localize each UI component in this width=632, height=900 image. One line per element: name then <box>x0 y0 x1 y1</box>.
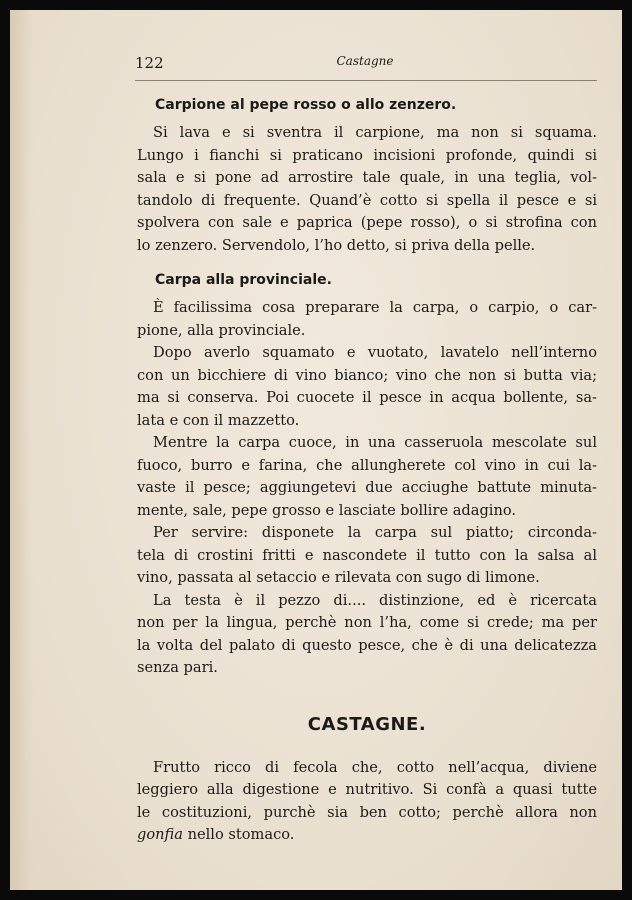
text-line: pione, alla provinciale. <box>137 321 306 339</box>
text-line: Si lava e si sventra il carpione, ma non si squama. <box>153 124 597 141</box>
text-line: fuoco, burro e farina, che allungherete col vino in cui la- <box>137 456 597 474</box>
paragraph <box>137 757 597 847</box>
book-page <box>10 10 622 890</box>
text-line: Per servire: disponete la carpa sul piatto; circonda- <box>153 524 597 541</box>
text-line: Lungo i fianchi si praticano incisioni profonde, quindi si <box>137 146 597 164</box>
text-line: le costituzioni, purchè sia ben cotto; perchè allora non <box>137 803 597 821</box>
text-line: la volta del palato di questo pesce, che è di una delicatezza <box>137 636 597 654</box>
text-line: tandolo di frequente. Quand’è cotto si spella il pesce e si <box>137 191 597 209</box>
text-line: lata e con il mazzetto. <box>137 411 300 429</box>
paragraph <box>137 590 597 680</box>
text-line: lo zenzero. Servendolo, l’ho detto, si priva della pelle. <box>137 236 536 254</box>
text-line: Frutto ricco di fecola che, cotto nell’acqua, diviene <box>153 758 597 776</box>
paragraph <box>137 522 597 590</box>
text-line: Dopo averlo squamato e vuotato, lavatelo nell’interno <box>153 344 597 361</box>
header-rule <box>135 80 597 81</box>
text-line: con un bicchiere di vino bianco; vino che non si butta via; <box>137 366 597 384</box>
text-line: senza pari. <box>137 659 218 676</box>
running-head: Castagne <box>336 54 394 68</box>
text-line: spolvera con sale e paprica (pepe rosso), o si strofina con <box>137 214 597 231</box>
section-title: Carpa alla provinciale. <box>155 272 332 288</box>
text-line: vino, passata al setaccio e rilevata con sugo di limone. <box>137 569 540 586</box>
page-content <box>137 94 597 847</box>
text-line: mente, sale, pepe grosso e lasciate bollire adagino. <box>137 501 517 519</box>
text-line: È facilissima cosa preparare la carpa, o carpio, o car- <box>153 299 597 316</box>
section-title: Carpione al pepe rosso o allo zenzero. <box>155 97 457 113</box>
paragraph <box>137 432 597 522</box>
text-fragment: nello stomaco. <box>182 826 295 843</box>
text-line: Mentre la carpa cuoce, in una casseruola mescolate sul <box>153 434 597 451</box>
text-line: tela di crostini fritti e nascondete il tutto con la salsa al <box>137 546 597 564</box>
text-line: sala e si pone ad arrostire tale quale, in una teglia, vol- <box>137 169 597 186</box>
text-line <box>137 824 597 847</box>
paragraph <box>137 342 597 432</box>
chapter-title: CASTAGNE. <box>307 713 427 735</box>
text-line: vaste il pesce; aggiungetevi due acciughe battute minuta- <box>137 479 597 496</box>
text-line: leggiero alla digestione e nutritivo. Si confà a quasi tutte <box>137 781 597 798</box>
paragraph <box>137 297 597 342</box>
paragraph <box>137 122 597 257</box>
text-line: non per la lingua, perchè non l’ha, come si crede; ma per <box>137 614 597 631</box>
page-number: 122 <box>135 54 164 72</box>
page-header <box>135 50 595 78</box>
page-gutter-shadow <box>10 10 32 890</box>
italic-word: gonfia <box>137 826 183 843</box>
text-line: La testa è il pezzo di.... distinzione, ed è ricercata <box>153 591 597 609</box>
text-line: ma si conserva. Poi cuocete il pesce in acqua bollente, sa- <box>137 389 597 406</box>
